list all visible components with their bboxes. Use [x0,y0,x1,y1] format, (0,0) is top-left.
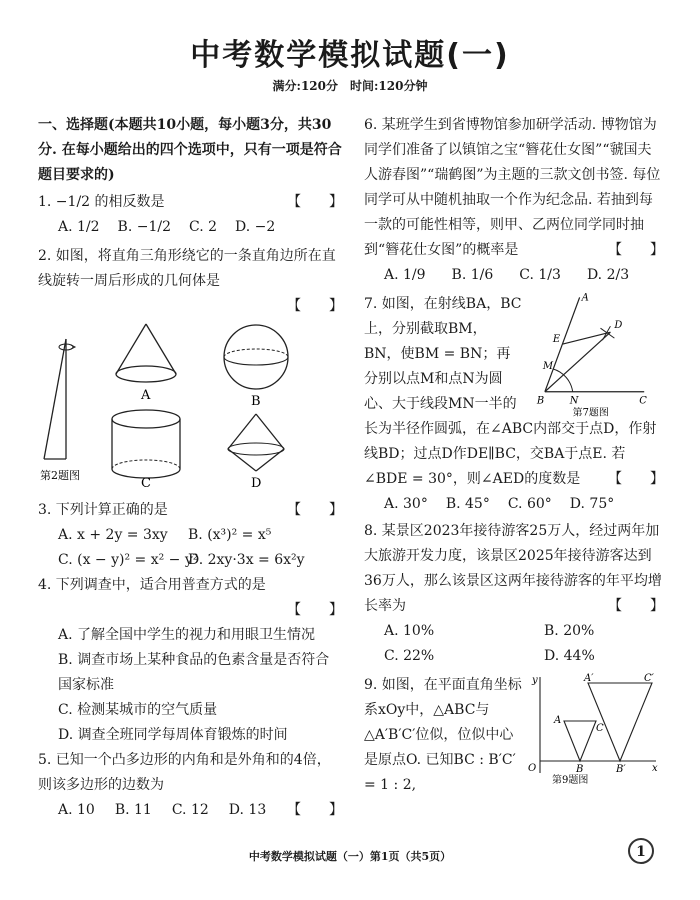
q9-label-a-prime: A′ [584,673,594,684]
q5-option-d[interactable]: D. 13 [228,802,267,818]
q6-option-d[interactable]: D. 2/3 [586,267,630,283]
q8-option-a[interactable]: A. 10% [384,623,435,639]
q9-label-b-prime: B′ [616,764,626,775]
question-6 [364,113,664,288]
q8-option-c[interactable]: C. 22% [384,648,435,664]
q7-label-c: C [639,395,647,407]
q7-label-m: M [542,360,553,372]
q8-options [364,619,664,669]
q3-option-c[interactable]: C. (x − y)² = x² − y² [58,552,199,568]
q6-option-b[interactable]: B. 1/6 [451,267,494,283]
q1-option-d[interactable]: D. −2 [235,219,276,235]
q7-label-a: A [581,292,589,304]
q2-figure [38,319,328,489]
left-column [38,113,343,823]
q4-option-b[interactable]: B. 调查市场上某种食品的色素含量是否符合国家标准 [58,652,330,693]
question-9 [364,673,664,798]
q7-option-c[interactable]: C. 60° [507,496,552,512]
question-1 [38,190,343,240]
q1-option-a[interactable]: A. 1/2 [58,219,100,235]
q7-options [364,492,664,517]
q7-label-n: N [569,395,579,407]
q2-label-d: D [251,476,262,489]
question-8 [364,519,664,669]
q5-option-b[interactable]: B. 11 [114,802,152,818]
q9-label-c-prime: C′ [644,673,654,684]
q7-stem-part2: 长为半径作圆弧，在∠ABC内部交于点D，作射线BD；过点D作DE∥BC，交BA于点E. 若∠BDE = 30°，则∠AED的度数是 [364,421,657,487]
q3-option-a[interactable]: A. x + 2y = 3xy [58,527,168,543]
q4-option-c[interactable]: C. 检测某城市的空气质量 [58,702,218,718]
q9-fig-caption: 第9题图 [552,775,589,785]
cone-option-a [116,324,176,382]
right-triangle-figure [44,339,75,459]
q8-option-b[interactable]: B. 20% [544,623,595,639]
q1-option-b[interactable]: B. −1/2 [117,219,171,235]
q6-answer-bracket: 【 】 [608,242,664,258]
q5-stem: 5. 已知一个凸多边形的内角和是外角和的4倍，则该多边形的边数为 [38,752,331,793]
q3-option-d[interactable]: D. 2xy·3x = 6x²y [188,552,305,568]
question-5 [38,748,343,823]
q3-options [38,523,343,573]
q2-label-b: B [251,394,261,409]
q1-answer-bracket: 【 】 [287,194,343,210]
q5-option-c[interactable]: C. 12 [171,802,209,818]
q5-options [38,798,343,823]
sphere-option-b [224,325,288,389]
q7-option-a[interactable]: A. 30° [384,496,428,512]
q6-option-a[interactable]: A. 1/9 [384,267,426,283]
q9-stem: 9. 如图，在平面直角坐标系xOy中，△ABC与△A′B′C′位似，位似中心是原点O. 已知BC : B′C′ = 1 : 2, [364,677,522,793]
q9-label-x: x [652,763,658,774]
q9-label-a: A [554,715,562,726]
q4-options [38,623,343,748]
q3-stem: 3. 下列计算正确的是 [38,502,168,518]
double-cone-option-d [228,414,284,471]
q1-stem: 1. −1/2 的相反数是 [38,194,165,210]
q2-fig-caption: 第2题图 [40,469,80,482]
q5-answer-bracket: 【 】 [287,802,343,818]
q7-answer-bracket: 【 】 [608,471,664,487]
q7-label-d: D [614,320,623,332]
q7-option-b[interactable]: B. 45° [445,496,490,512]
q1-options [38,215,343,240]
q4-option-a[interactable]: A. 了解全国中学生的视力和用眼卫生情况 [58,627,316,643]
q3-option-b[interactable]: B. (x³)² = x⁵ [188,527,272,543]
page-footer: 中考数学模拟试题（一）第1页（共5页） [248,850,452,863]
q6-options [364,263,664,288]
q9-figure [526,673,661,785]
q4-stem: 4. 下列调查中，适合用普查方式的是 [38,577,266,593]
q7-figure [525,292,664,417]
q3-answer-bracket: 【 】 [287,502,343,518]
q2-answer-bracket: 【 】 [287,298,343,314]
q8-answer-bracket: 【 】 [608,598,664,614]
page-title: 中考数学模拟试题(一) [190,38,510,73]
q2-label-c: C [141,476,151,489]
exam-info: 满分:120分 时间:120分钟 [272,79,428,93]
question-7 [364,292,664,517]
q8-option-d[interactable]: D. 44% [544,648,595,664]
section-heading: 一、选择题(本题共10小题，每小题3分，共30分. 在每小题给出的四个选项中，只有一项是符合题目要求的) [38,117,342,183]
q9-label-c: C [596,723,604,734]
right-column [364,113,664,798]
q5-option-a[interactable]: A. 10 [58,802,95,818]
q9-label-y: y [532,675,538,686]
cylinder-option-c [112,410,180,478]
q7-option-d[interactable]: D. 75° [569,496,615,512]
question-2 [38,244,343,498]
question-4 [38,573,343,748]
q4-option-d[interactable]: D. 调查全班同学每周体育锻炼的时间 [58,727,288,743]
q2-stem: 2. 如图，将直角三角形绕它的一条直角边所在直线旋转一周后形成的几何体是 [38,248,336,289]
question-3 [38,498,343,573]
q2-label-a: A [141,388,151,403]
q6-option-c[interactable]: C. 1/3 [519,267,561,283]
q8-stem: 8. 某景区2023年接待游客25万人，经过两年加大旅游开发力度，该景区2025年接待游客达到36万人，那么该景区这两年接待游客的年平均增长率为 [364,523,662,614]
q7-fig-caption: 第7题图 [572,407,609,417]
q7-label-e: E [552,334,560,346]
q4-answer-bracket: 【 】 [287,602,343,618]
q7-label-b: B [536,395,545,407]
q6-stem: 6. 某班学生到省博物馆参加研学活动. 博物馆为同学们准备了以镇馆之宝“簪花仕女图”“虢国夫人游春图”“瑞鹤图”为主题的三款文创书签. 每位同学可从中随机抽取一个作为纪念品. 若抽到每一款的可能性相等，则甲、乙两位同学同时抽到“簪花仕女图”的概率是 [364,117,661,258]
q1-option-c[interactable]: C. 2 [189,219,218,235]
q9-label-o: O [528,763,537,774]
page-number-badge: 1 [628,838,654,864]
q7-stem-part1: 7. 如图，在射线BA，BC上，分别截取BM，BN，使BM = BN；再分别以点M和点N为圆心、大于线段MN一半的 [364,296,522,412]
q9-label-b: B [576,764,584,775]
